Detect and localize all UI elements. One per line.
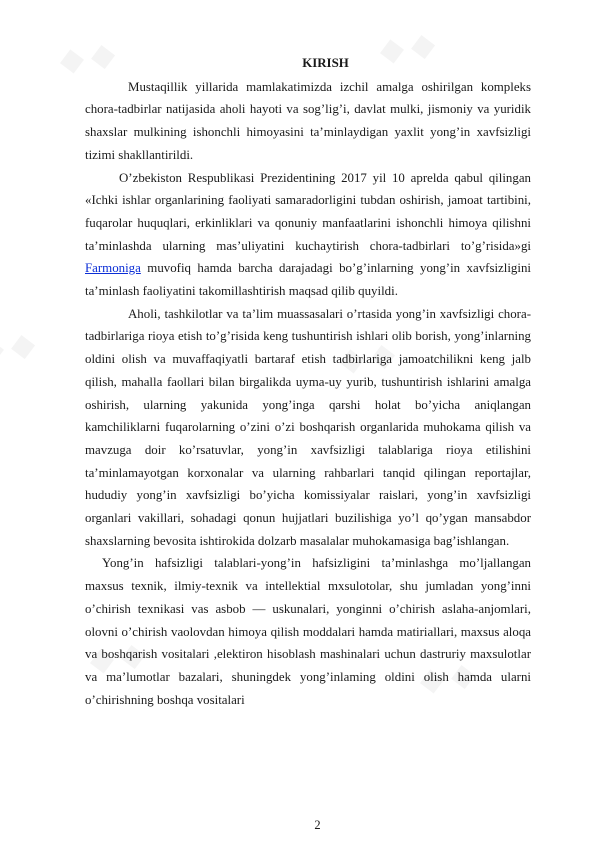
- farmon-link[interactable]: Farmoniga: [85, 261, 141, 276]
- paragraph-3: Aholi, tashkilotlar va ta’lim muassasalari o’rtasida yong’in xavfsizligi chora-tadbirlariga rioya etish to’g’risida keng tushuntirish ishlari olib borish, yong’inlarning oldini olish va muvaffaqiyatli bartaraf etish tadbirlariga jamoatchilikni keng jalb qilish, mahalla faollari bilan birgalikda uyma-uy yurib, tushuntirish ishlarini amalga oshirish, ularning yakunida yong’inga qarshi holat bo’yicha aniqlangan kamchiliklarni fuqarolarning o’zini o’zi boshqarish organlarida muhokama qilish va mavzuga doir ko’rsatuvlar, yong’in xavfsizligi talablariga rioya etilishini ta’minlamayotgan korxonalar va ularning rahbarlari tanqid qilingan reportajlar, hududiy yong’in xavfsizligi bo’yicha komissiyalar raislari, yong’in xavfsizligi organlari vakillari, sohadagi qonun hujjatlari buzilishiga yo’l qo’ygan mansabdor shaxslarning bevosita ishtirokida dolzarb masalalar muhokamasiga bag’ishlangan.: [85, 306, 531, 548]
- page-title: KIRISH: [302, 56, 349, 70]
- paragraph-2-text: O’zbekiston Respublikasi Prezidentining 2017 yil 10 aprelda qabul qilingan «Ichki ishlar organlarining faoliyati samaradorligini tubdan oshirish, jamoat tartibini, fuqarolar huquqlari, erkinliklari va qonuniy manfaatlarini ishonchli himoya qilishni ta’minlashda ularning mas’uliyatini kuchaytirish chora-tadbirlari to’g’risida»gi: [85, 170, 531, 253]
- page-content: [85, 52, 531, 711]
- page-number: 2: [314, 818, 321, 832]
- paragraph-2-tail: muvofiq hamda barcha darajadagi bo’g’inlarning yong’in xavfsizligini ta’minlash faoliyatini takomillashtirish maqsad qilib quyildi.: [85, 261, 531, 299]
- paragraph-4: Yong’in hafsizligi talablari-yong’in hafsizligini ta’minlashga mo’ljallangan maxsus texnik, ilmiy-texnik va intellektial mxsulotolar, shu jumladan yong’inni o’chirish texnikasi vas asbob — uskunalari, yonginni o’chirish aslaha-anjomlari, olovni o’chirish vaolovdan himoya qilish moddalari hamda matiriallari, maxsus aloqa va boshqarish vositalari ,elektiron hisoblash mashinalari uchun dastruriy maxsulotlar va ma’lumotlar bazalari, shuningdek yong’inlaming oldini olish hamda ularni o’chirishning boshqa vositalari: [85, 556, 531, 707]
- paragraph-1: Mustaqillik yillarida mamlakatimizda izchil amalga oshirilgan kompleks chora-tadbirlar natijasida aholi hayoti va sog’lig’i, davlat mulki, jismoniy va yuridik shaxslar mulkining ishonchli himoyasini ta’minlaydigan yaxlit yong’in xavfsizligi tizimi shakllantirildi.: [85, 79, 531, 162]
- paragraph-2: [85, 167, 531, 303]
